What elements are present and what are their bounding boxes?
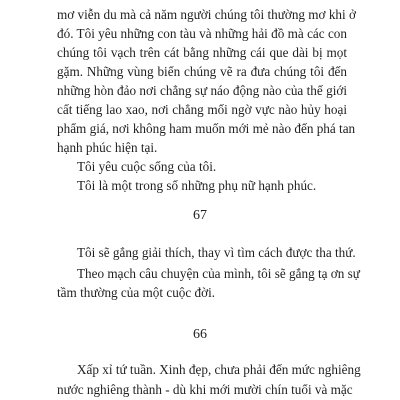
paragraph-line: đó. Tôi yêu những con tàu và những hải đồ mà các con xyxy=(57,26,347,41)
paragraph: Tôi là một trong số những phụ nữ hạnh phúc. xyxy=(77,178,317,193)
paragraph: Tôi yêu cuộc sống của tôi. xyxy=(77,159,217,174)
paragraph-line: hạnh phúc hiện tại. xyxy=(57,140,158,155)
paragraph-line: cất tiếng lao xao, nơi chẳng mối ngờ vực nào hủy hoại xyxy=(57,102,347,117)
paragraph-line: gặm. Những vùng biển chúng vẽ ra đưa chúng tôi đến xyxy=(57,64,347,79)
paragraph-line: chúng tôi vạch trên cát bằng những cái que dài bị mọt xyxy=(57,45,347,60)
paragraph-line: mơ viễn du mà cả năm người chúng tôi thường mơ khi ở xyxy=(57,7,356,22)
paragraph-line: phẩm giá, nơi không ham muốn mới mẻ nào đến phá tan xyxy=(57,121,356,136)
chapter-number: 66 xyxy=(193,327,207,342)
paragraph-line: nước nghiêng thành - dù khi mới mười chín tuổi và mặc xyxy=(57,382,353,397)
paragraph: Tôi sẽ gắng giải thích, thay vì tìm cách được tha thứ. xyxy=(77,245,356,260)
paragraph-line: tầm thường của một cuộc đời. xyxy=(57,285,216,300)
paragraph-line: những hòn đảo nơi chẳng sự náo động nào của thế giới xyxy=(57,83,347,98)
paragraph-line: Xấp xỉ tứ tuần. Xinh đẹp, chưa phải đến mức nghiêng xyxy=(77,362,361,377)
paragraph-line: Theo mạch câu chuyện của mình, tôi sẽ gắng tạ ơn sự xyxy=(77,266,360,281)
chapter-number: 67 xyxy=(193,208,207,223)
